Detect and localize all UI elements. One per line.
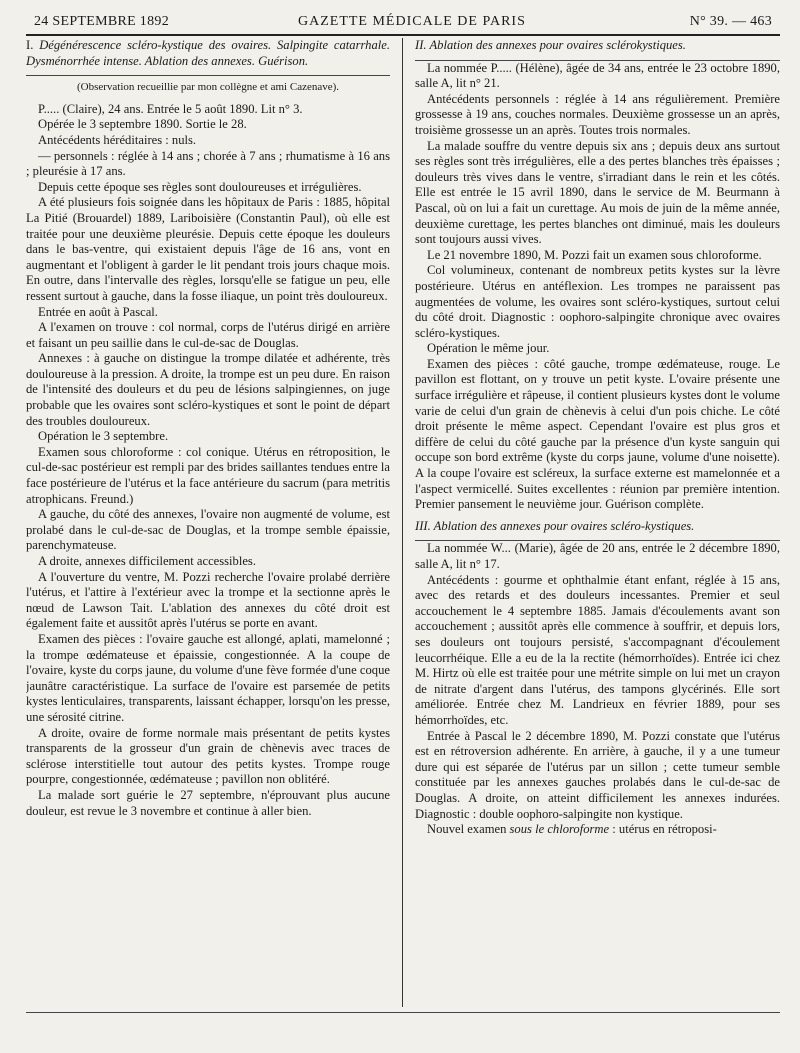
observation-1-note: (Observation recueillie par mon collègne et ami Cazenave). (76, 81, 340, 94)
last-line-italic: sous le chloroforme (509, 822, 610, 837)
paragraph: Entrée en août à Pascal. (38, 304, 158, 319)
paragraph: La nommée W... (Marie), âgée de 20 ans, entrée le 2 décembre 1890, salle A, lit n° 17. (415, 541, 780, 571)
last-line-suffix: : utérus en rétroposi- (609, 822, 717, 837)
paragraph: Examen des pièces : l'ovaire gauche est allongé, aplati, mamelonné ; la trompe œdémateuse et épaissie, congestionnée. A la coupe de l'ovaire, kyste du corps jaune, du volume d'une fève formée d'une coque jaunâtre caractéristique. La surface de l'ovaire est parsemée de petits kystes lenticulaires, transparents, laissant échapper, lorsqu'on les presse, une sérosité citrine. (26, 631, 390, 724)
article-columns (26, 38, 780, 1007)
paragraph: Le 21 novembre 1890, M. Pozzi fait un examen sous chloroforme. (427, 247, 762, 262)
observation-1-number: I. (26, 38, 34, 52)
paragraph: A l'examen on trouve : col normal, corps de l'utérus dirigé en arrière et faisant un peu saillie dans le cul-de-sac de Douglas. (26, 320, 390, 350)
paragraph: Depuis cette époque ses règles sont douloureuses et irrégulières. (38, 179, 362, 194)
paragraph: Annexes : à gauche on distingue la trompe dilatée et adhérente, très douloureuse à la pression. A droite, la trompe est un peu dure. En raison de l'intensité des douleurs et du peu de lésions salpingiennes, on juge probable que les ovaires sont scléro-kystiques et sont le point de départ des troubles douloureux. (26, 351, 390, 428)
paragraph: P..... (Claire), 24 ans. Entrée le 5 août 1890. Lit n° 3. (38, 101, 303, 116)
paragraph: Opérée le 3 septembre 1890. Sortie le 28. (38, 117, 247, 132)
paragraph: A l'ouverture du ventre, M. Pozzi recherche l'ovaire prolabé derrière l'utérus, et l'attire à l'extérieur avec la trompe et la sectionne après le nœud de Lawson Tait. L'ablation des annexes du côté droit est également faite et aussitôt après l'utérus se porte en avant. (26, 569, 390, 631)
page-header (26, 10, 780, 36)
paragraph: Antécédents héréditaires : nuls. (38, 132, 197, 147)
paragraph: La malade sort guérie le 27 septembre, n'éprouvant plus aucune douleur, est revue le 3 novembre et continue à aller bien. (26, 787, 390, 818)
observation-2-title: II. Ablation des annexes pour ovaires sclérokystiques. (415, 38, 780, 61)
paragraph: Examen des pièces : côté gauche, trompe œdémateuse, rouge. Le pavillon est flottant, on y trouve un petit kyste. L'ovaire présente une surface irrégulière et râpeuse, il contient plusieurs kystes dont le volume varie de celui d'un grain de chènevis à celui d'un pois chiche. Le côté droit présente le même aspect. Cependant l'ovaire est plus gros et diffère de celui du côté gauche par la présence d'un kyste sanguin qui occupe son bord extrême (kyste du corps jaune, volume d'une noisette). A la coupe l'ovaire est scléreux, la surface externe est mamelonnée et a l'aspect vermicellé. Suites excellentes : réunion par première intention. Premier pansement le neuvième jour. Guérison complète. (415, 356, 780, 512)
paragraph: A droite, ovaire de forme normale mais présentant de petits kystes transparents de la grosseur d'un grain de chènevis avec traces de sclérose interstitielle tout autour des petits kystes. Trompe rouge pourpre, congestionnée, œdémateuse ; pavillon non oblitéré. (26, 725, 390, 787)
paragraph: Col volumineux, contenant de nombreux petits kystes sur la lèvre postérieure. Utérus en antéflexion. Les trompes ne paraissent pas augmentées de volume, les ovaires sont scléro-kystiques, surtout celui du côté droit. Diagnostic : oophoro-salpingite chronique avec ovaires scléro-kystiques. (415, 263, 780, 340)
left-column (26, 38, 403, 1007)
bottom-rule (26, 1012, 780, 1013)
paragraph: A droite, annexes difficilement accessibles. (38, 554, 256, 568)
paragraph: — personnels : réglée à 14 ans ; chorée à 7 ans ; rhumatisme à 16 ans ; pleurésie à 17 ans. (26, 148, 390, 179)
right-column (403, 38, 780, 1007)
paragraph: Antécédents personnels : réglée à 14 ans régulièrement. Première grossesse à 19 ans, couches normales. Deuxième grossesse un an après, troisième grossesse un an après. Toutes trois normales. (415, 91, 780, 137)
observation-1-title-text: Dégénérescence scléro-kystique des ovaires. Salpingite catarrhale. Dysménorrhée intense. Ablation des annexes. Guérison. (26, 38, 390, 68)
paragraph: A gauche, du côté des annexes, l'ovaire non augmenté de volume, est prolabé dans le cul-de-sac de Douglas, et la trompe semble épaissie, parenchymateuse. (26, 507, 390, 553)
paragraph: Entrée à Pascal le 2 décembre 1890, M. Pozzi constate que l'utérus est en rétroversion adhérente. En arrière, à gauche, il y a une tumeur dure qui est séparée de l'utérus par un sillon ; cette tumeur semble constituée par les annexes gauches prolabés dans le cul-de-sac de Douglas. A droite, on atteint difficilement les annexes indurées. Diagnostic : double oophoro-salpingite non kystique. (415, 728, 780, 821)
header-date: 24 SEPTEMBRE 1892 (34, 14, 170, 29)
header-journal-title: GAZETTE MÉDICALE DE PARIS (298, 14, 526, 29)
paragraph: La malade souffre du ventre depuis six ans ; depuis deux ans surtout ses règles sont très irrégulières, elle a des pertes blanches très épaisses ; douleurs très vives dans le ventre, s'irradiant dans le rein et les côtés. Elle est entrée le 15 avril 1890, dans le service de M. Beurmann à Pascal, où on lui a fait un curettage. Au mois de juin de la même année, deuxième curettage, les pertes blanches ont diminué, mais les douleurs sont toujours aussi vives. (415, 138, 780, 247)
observation-1-title (26, 38, 390, 76)
observation-3-title: III. Ablation des annexes pour ovaires scléro-kystiques. (415, 519, 780, 542)
paragraph: Opération le même jour. (427, 341, 550, 356)
paragraph: Antécédents : gourme et ophthalmie étant enfant, réglée à 15 ans, avec des retards et des douleurs incessantes. Premier et seul accouchement le 4 septembre 1885. Jamais d'écoulements avant son accouchement ; aussitôt après elle commence à souffrir, et depuis lors, ses douleurs ont toujours persisté, s'accompagnant d'écoulement leucorrhéique. Elle a eu de la la rectite (hémorrhoïdes). Entrée ici chez M. Hirtz où elle est traitée pour une métrite simple on lui met un crayon de nitrate d'argent dans l'utérus, des tampons glycérinés. Elle sort améliorée. Entrée chez M. Landrieux en février 1889, pour ses hémorrhoïdes, etc. (415, 572, 780, 727)
header-issue-page: N° 39. — 463 (689, 14, 772, 29)
paragraph: A été plusieurs fois soignée dans les hôpitaux de Paris : 1885, hôpital La Pitié (Brouardel) 1889, Lariboisière (Constantin Paul), où elle est traitée pour une deuxième pleurésie. Depuis cette époque les douleurs dans le bas-ventre, qui existaient depuis l'âge de 16 ans, vont en augmentant et l'obligent à garder le lit pendant trois jours chaque mois. En outre, dans l'intervalle des règles, lorsqu'elle se fatigue un peu, elle ressent surtout à gauche, dans la fosse iliaque, un point très douloureux. (26, 195, 390, 303)
paragraph: Opération le 3 septembre. (38, 429, 169, 444)
paragraph: La nommée P..... (Hélène), âgée de 34 ans, entrée le 23 octobre 1890, salle A, lit n° 21. (415, 60, 780, 91)
last-line-prefix: Nouvel examen (427, 822, 510, 837)
paragraph: Examen sous chloroforme : col conique. Utérus en rétroposition, le cul-de-sac postérieur est rempli par des brides saillantes tendues entre la face postérieure de l'utérus et la face antérieure du sacrum (para metritis atrophicans. Freund.) (26, 444, 390, 506)
last-line (415, 822, 780, 838)
